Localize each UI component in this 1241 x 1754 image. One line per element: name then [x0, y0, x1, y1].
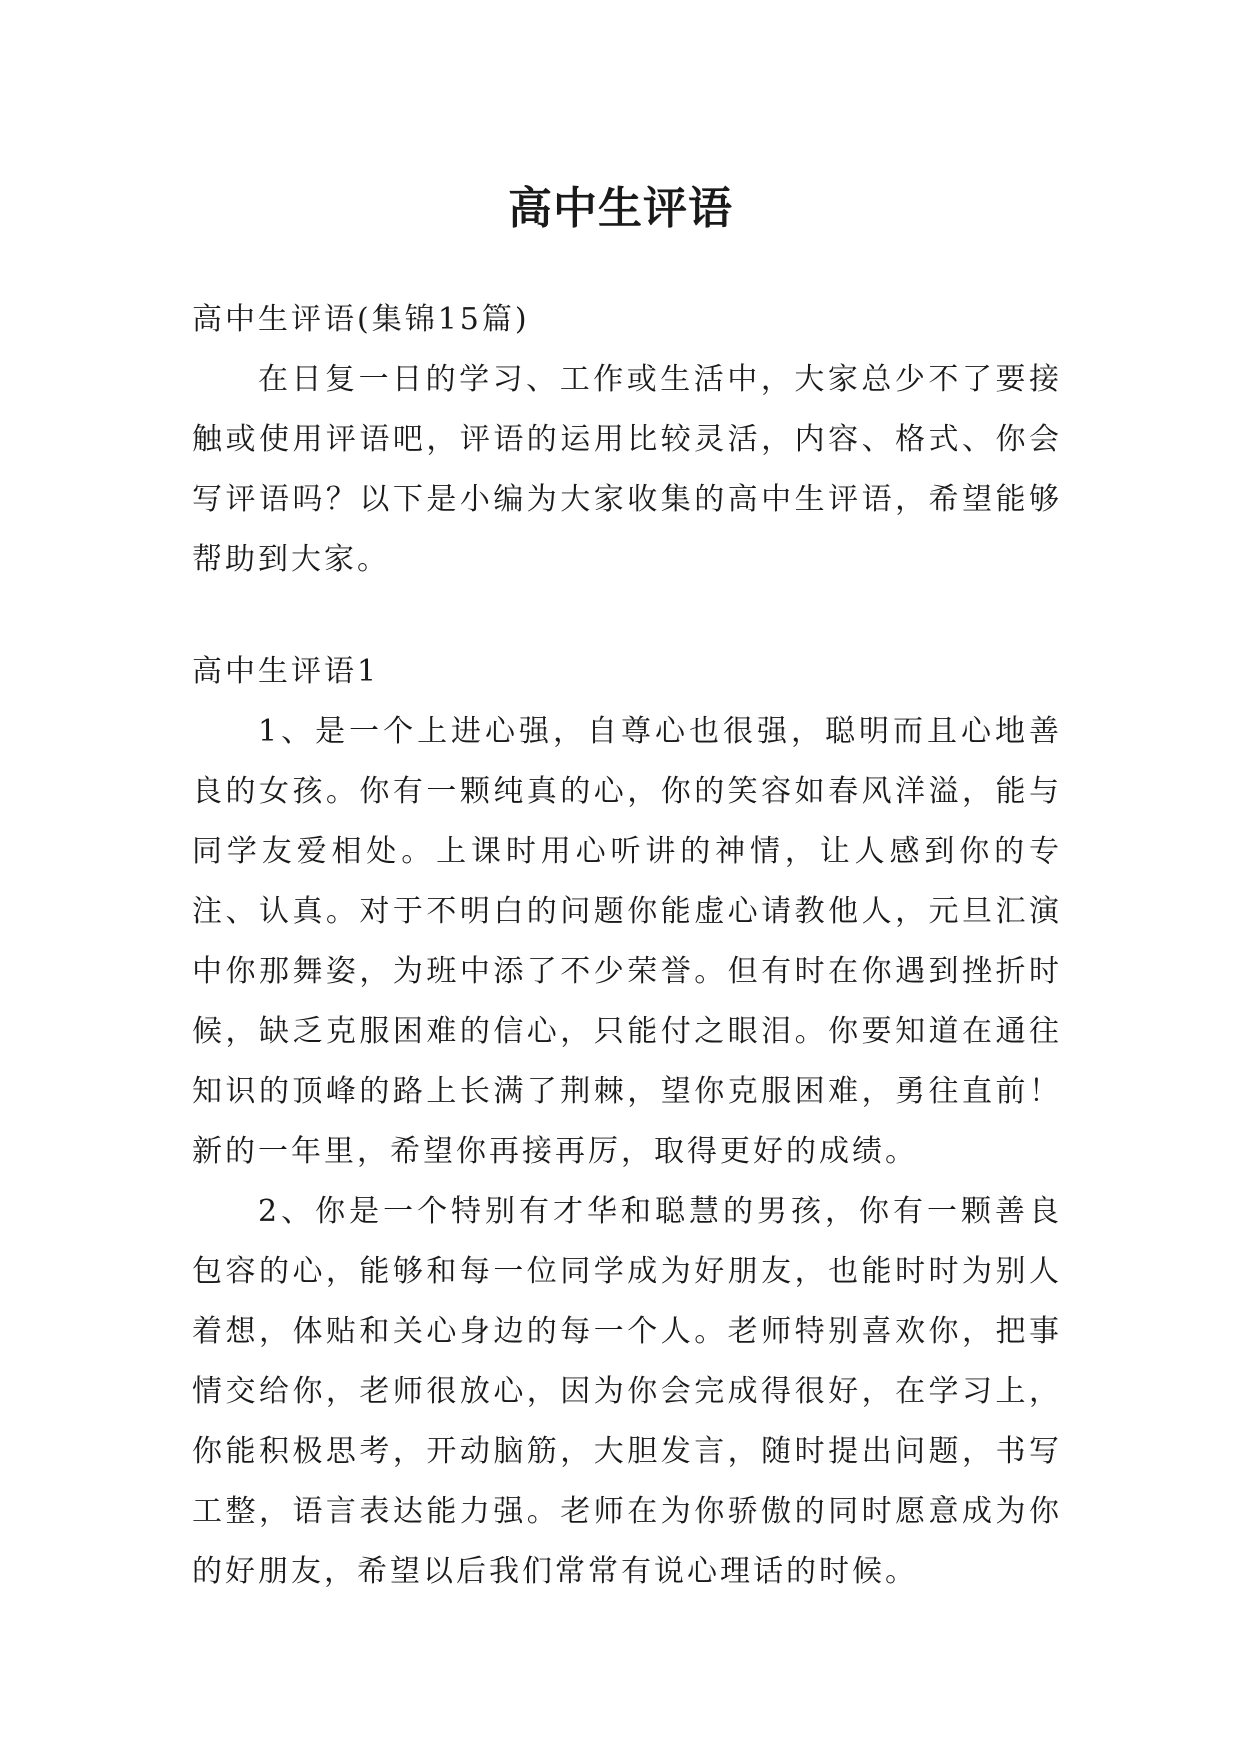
- intro-paragraph: 在日复一日的学习、工作或生活中，大家总少不了要接触或使用评语吧，评语的运用比较灵活，内容、格式、你会写评语吗？以下是小编为大家收集的高中生评语，希望能够帮助到大家。: [192, 362, 1062, 577]
- page-title: 高中生评语: [508, 183, 733, 235]
- section-1: [192, 642, 1062, 1602]
- document-subtitle: 高中生评语(集锦15篇): [192, 302, 530, 337]
- intro-block: [192, 290, 1062, 590]
- section-heading: 高中生评语1: [192, 654, 380, 689]
- comment-paragraph-2: 2、你是一个特别有才华和聪慧的男孩，你有一颗善良包容的心，能够和每一位同学成为好朋友，也能时时为别人着想，体贴和关心身边的每一个人。老师特别喜欢你，把事情交给你，老师很放心，因为你会完成得很好，在学习上，你能积极思考，开动脑筋，大胆发言，随时提出问题，书写工整，语言表达能力强。老师在为你骄傲的同时愿意成为你的好朋友，希望以后我们常常有说心理话的时候。: [192, 1194, 1062, 1589]
- comment-paragraph-1: 1、是一个上进心强，自尊心也很强，聪明而且心地善良的女孩。你有一颗纯真的心，你的笑容如春风洋溢，能与同学友爱相处。上课时用心听讲的神情，让人感到你的专注、认真。对于不明白的问题你能虚心请教他人，元旦汇演中你那舞姿，为班中添了不少荣誉。但有时在你遇到挫折时候，缺乏克服困难的信心，只能付之眼泪。你要知道在通往知识的顶峰的路上长满了荆棘，望你克服困难，勇往直前！新的一年里，希望你再接再厉，取得更好的成绩。: [192, 714, 1062, 1169]
